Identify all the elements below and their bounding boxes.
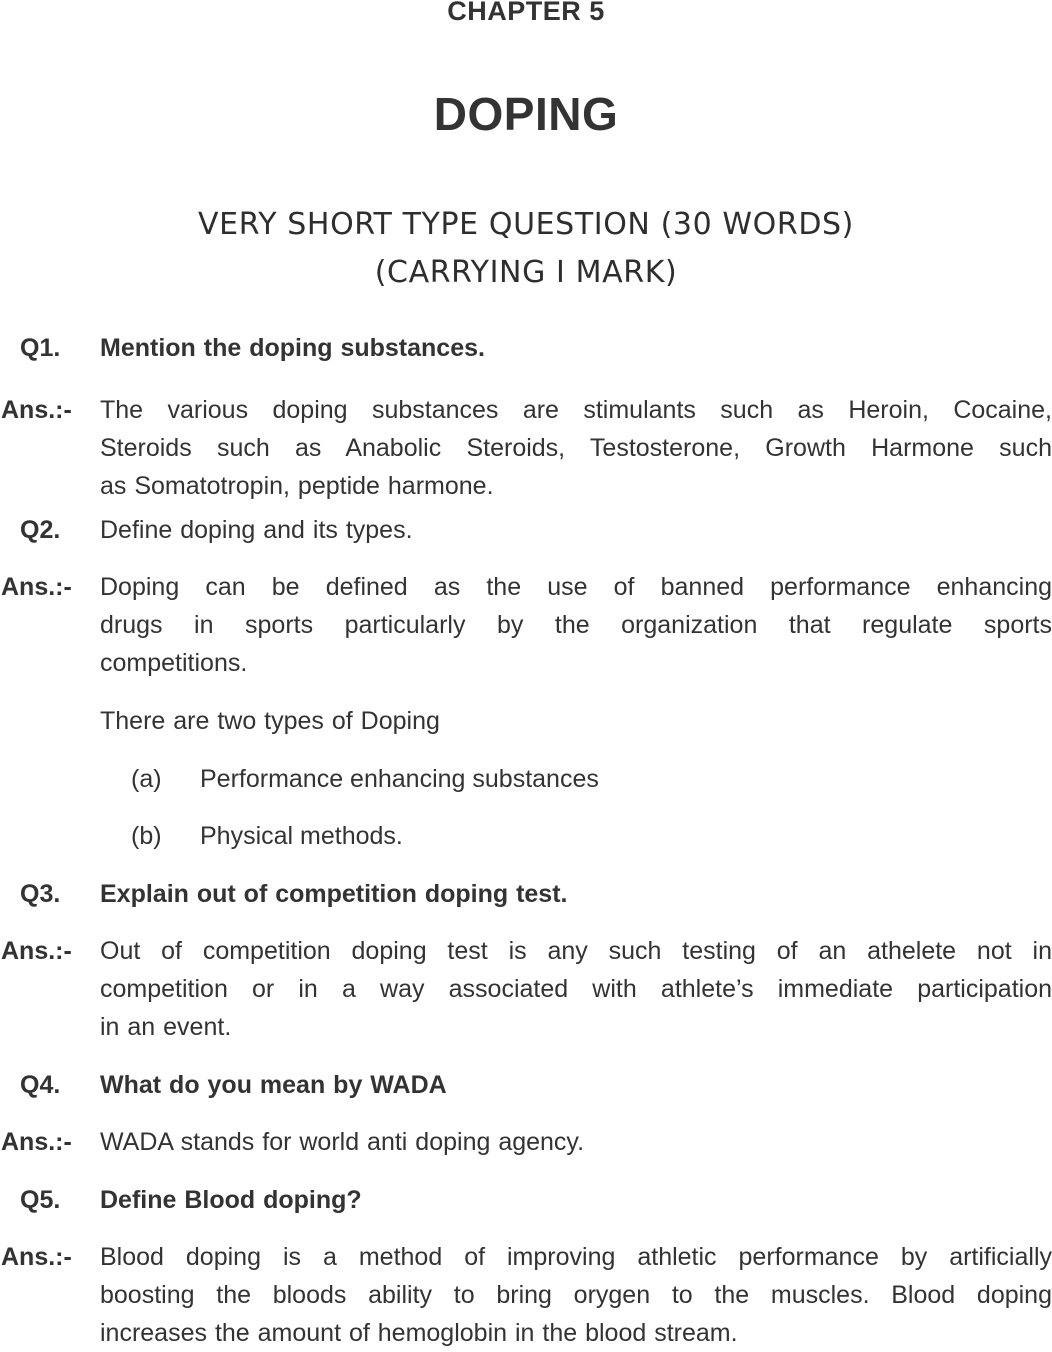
section-heading: VERY SHORT TYPE QUESTION (30 WORDS) [198, 207, 854, 242]
question-text: What do you mean by WADA [100, 1071, 447, 1099]
answer-line: Doping can be defined as the use of banned performance enhancing [100, 573, 1052, 601]
question-label: Q2. [20, 516, 61, 544]
answer-line: in an event. [100, 1013, 232, 1041]
type-text: Performance enhancing substances [200, 765, 599, 793]
answer-line: drugs in sports particularly by the organization that regulate sports [100, 611, 1052, 639]
question-label: Q1. [20, 334, 61, 362]
question-label: Q4. [20, 1071, 61, 1099]
answer-line: WADA stands for world anti doping agency. [100, 1128, 585, 1156]
question-text: Explain out of competition doping test. [100, 880, 568, 908]
answer-label: Ans.:- [1, 1243, 72, 1271]
chapter-number: CHAPTER 5 [447, 0, 605, 26]
answer-line: competitions. [100, 649, 248, 677]
question-label: Q3. [20, 880, 61, 908]
answer-line: Out of competition doping test is any such testing of an athelete not in [100, 937, 1052, 965]
type-label: (a) [131, 765, 162, 793]
type-text: Physical methods. [200, 822, 403, 850]
type-label: (b) [131, 822, 162, 850]
question-text: Define Blood doping? [100, 1186, 362, 1214]
answer-line: boosting the bloods ability to bring orygen to the muscles. Blood doping [100, 1281, 1052, 1309]
answer-line: Steroids such as Anabolic Steroids, Testosterone, Growth Harmone such [100, 434, 1052, 462]
answer-line: Blood doping is a method of improving athletic performance by artificially [100, 1243, 1052, 1271]
answer-line: as Somatotropin, peptide harmone. [100, 472, 494, 500]
answer-line: The various doping substances are stimulants such as Heroin, Cocaine, [100, 396, 1052, 424]
answer-label: Ans.:- [1, 573, 72, 601]
question-text: Define doping and its types. [100, 516, 413, 544]
question-text: Mention the doping substances. [100, 334, 485, 362]
section-subheading: (CARRYING I MARK) [374, 255, 678, 290]
answer-label: Ans.:- [1, 937, 72, 965]
answer-line: competition or in a way associated with athlete’s immediate participation [100, 975, 1052, 1003]
answer-line: increases the amount of hemoglobin in the blood stream. [100, 1319, 738, 1347]
answer-label: Ans.:- [1, 1128, 72, 1156]
chapter-title: DOPING [433, 88, 619, 140]
question-label: Q5. [20, 1186, 61, 1214]
answer-label: Ans.:- [1, 396, 72, 424]
answer-extra: There are two types of Doping [100, 707, 440, 735]
